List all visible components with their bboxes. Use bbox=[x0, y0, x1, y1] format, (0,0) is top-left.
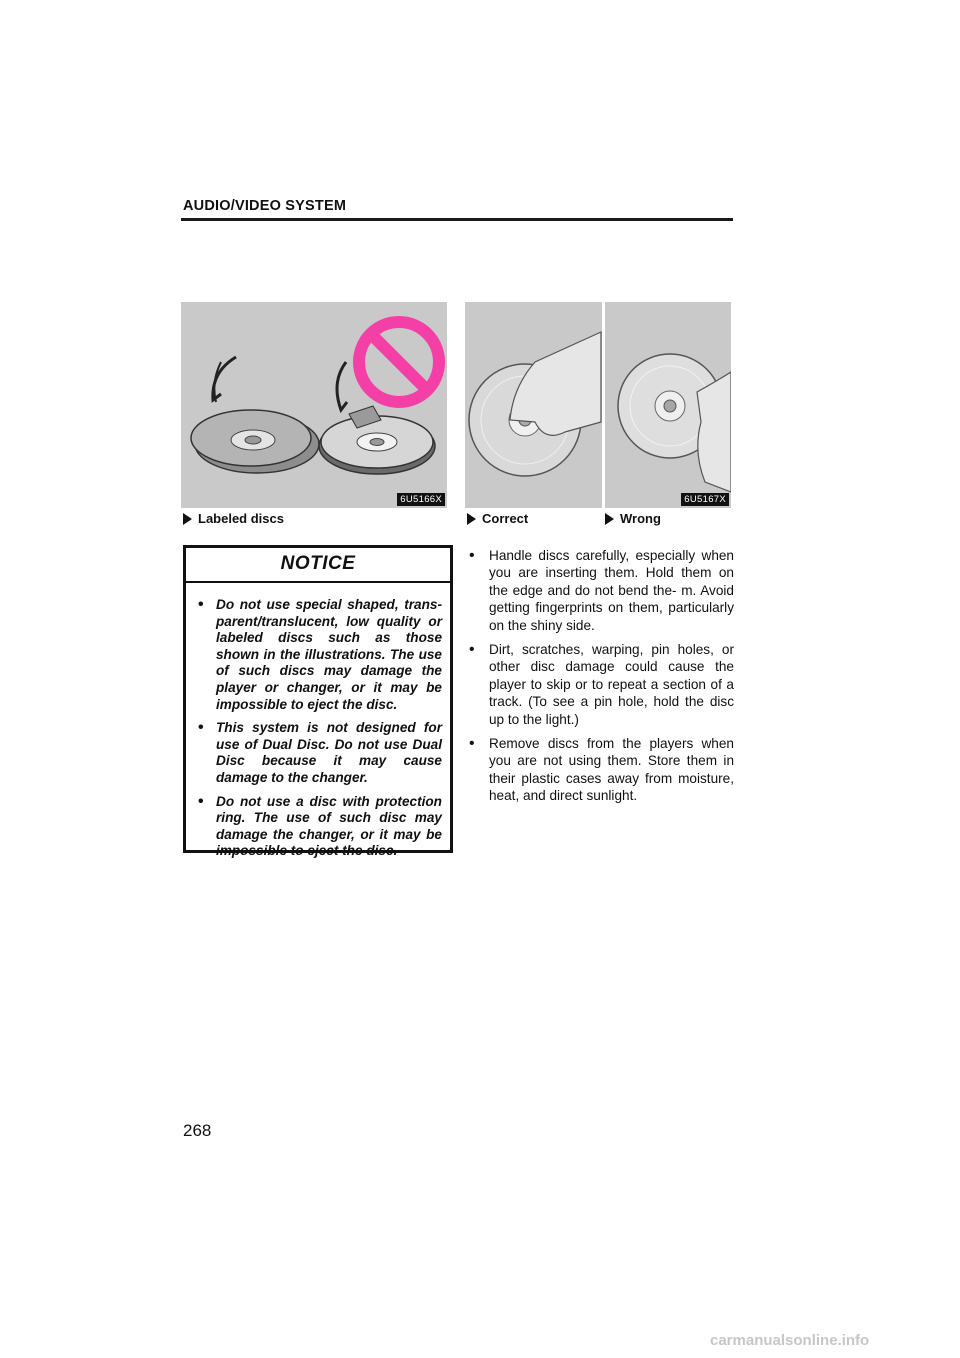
section-title: AUDIO/VIDEO SYSTEM bbox=[183, 198, 347, 214]
caption-wrong bbox=[605, 511, 661, 526]
disc-handling-drawing bbox=[465, 302, 731, 508]
watermark: carmanualsonline.info bbox=[710, 1332, 870, 1349]
figure-code: 6U5167X bbox=[681, 493, 729, 506]
notice-box bbox=[183, 545, 453, 859]
list-item: • Dirt, scratches, warping, pin holes, or other disc damage could cause the player to skip or to repeat a section of a track. (To see a pin hole, hold the disc up to the light.) bbox=[466, 641, 734, 728]
caption-correct bbox=[467, 511, 528, 526]
notice-item: • Do not use special shaped, trans- parent/translucent, low quality or labeled discs such as those shown in the illustrations. The use of such discs may damage the player or changer, or it may be impossible to eject the disc. bbox=[196, 597, 442, 713]
notice-item: • Do not use a disc with protection ring. The use of such disc may damage the changer, or it may be impossible to eject the disc. bbox=[196, 794, 442, 860]
header-rule bbox=[181, 218, 733, 221]
notice-title: NOTICE bbox=[280, 553, 356, 574]
triangle-bullet-icon bbox=[183, 513, 192, 525]
disc-handling-illustration bbox=[465, 302, 731, 508]
caption-label: Labeled discs bbox=[198, 511, 284, 526]
labeled-discs-drawing bbox=[181, 302, 447, 508]
notice-rule bbox=[186, 581, 450, 583]
page-number: 268 bbox=[183, 1121, 212, 1140]
notice-list bbox=[186, 597, 450, 860]
triangle-bullet-icon bbox=[467, 513, 476, 525]
triangle-bullet-icon bbox=[605, 513, 614, 525]
caption-labeled-discs bbox=[183, 511, 284, 526]
notice-item: • This system is not designed for use of Dual Disc. Do not use Dual Disc because it may cause damage to the changer. bbox=[196, 720, 442, 786]
figure-code: 6U5166X bbox=[397, 493, 445, 506]
disc-handling-list bbox=[466, 547, 734, 812]
caption-label: Wrong bbox=[620, 511, 661, 526]
list-item: • Remove discs from the players when you are not using them. Store them in their plastic cases away from moisture, heat, and direct sunlight. bbox=[466, 735, 734, 805]
list-item: • Handle discs carefully, especially when you are inserting them. Hold them on the edge and do not bend the- m. Avoid getting fingerprints on them, particularly on the shiny side. bbox=[466, 547, 734, 634]
caption-label: Correct bbox=[482, 511, 529, 526]
labeled-discs-illustration bbox=[181, 302, 447, 508]
